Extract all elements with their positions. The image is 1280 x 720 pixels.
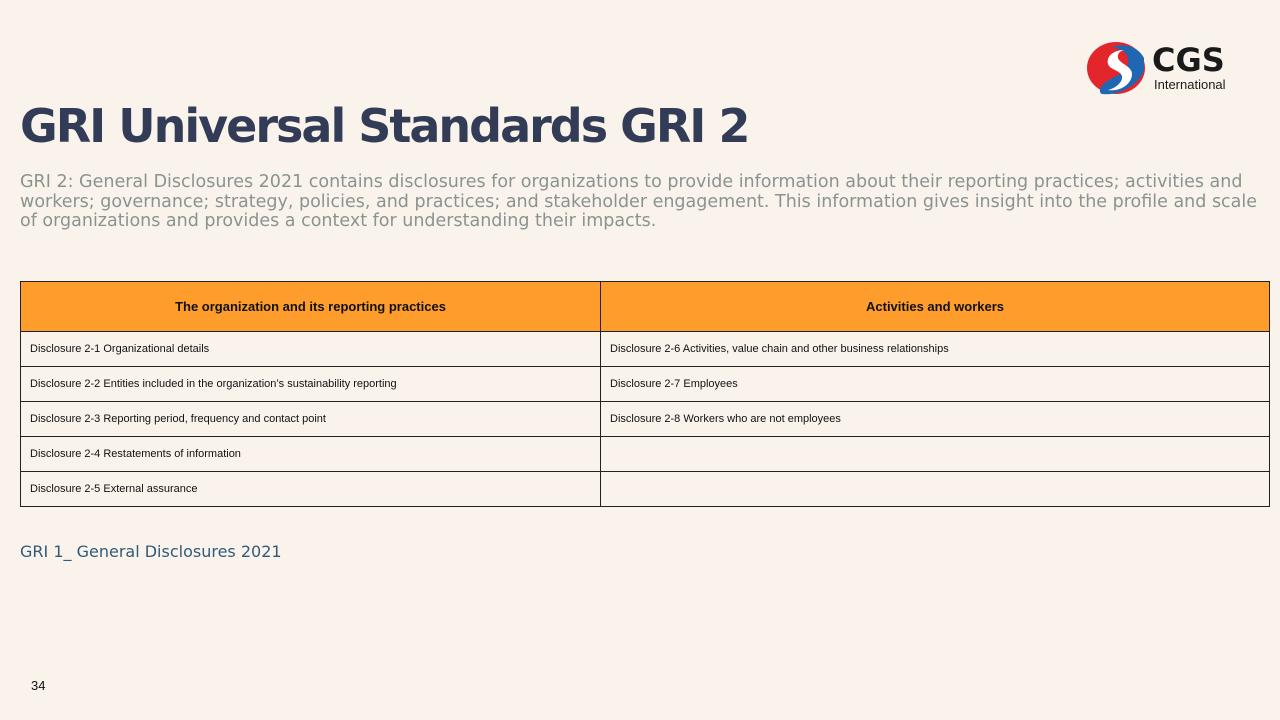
table-row <box>21 367 1270 402</box>
table-cell: Disclosure 2-7 Employees <box>601 367 1270 402</box>
table-cell: Disclosure 2-2 Entities included in the organization’s sustainability reporting <box>21 367 601 402</box>
table-row <box>21 332 1270 367</box>
column-header-reporting-practices: The organization and its reporting practices <box>21 282 601 332</box>
table-cell: Disclosure 2-8 Workers who are not employees <box>601 402 1270 437</box>
table-cell: Disclosure 2-1 Organizational details <box>21 332 601 367</box>
logo-name: CGS <box>1152 41 1225 79</box>
table-cell <box>601 472 1270 507</box>
table-cell: Disclosure 2-5 External assurance <box>21 472 601 507</box>
table-row <box>21 437 1270 472</box>
intro-paragraph: GRI 2: General Disclosures 2021 contains disclosures for organizations to provide information about their reporting practices; activities and workers; governance; strategy, policies, and practices; and stakeholder engagement. This information gives insight into the profile and scale of organizations and provides a context for understanding their impacts. <box>20 172 1258 231</box>
gri1-reference-link[interactable]: GRI 1_ General Disclosures 2021 <box>20 542 282 561</box>
table-header-row <box>21 282 1270 332</box>
page-title: GRI Universal Standards GRI 2 <box>20 99 749 153</box>
logo-subtitle: International <box>1154 77 1226 92</box>
table-cell: Disclosure 2-3 Reporting period, frequency and contact point <box>21 402 601 437</box>
cgs-logo <box>1086 40 1246 98</box>
cgs-swoosh-icon <box>1086 40 1146 96</box>
table-cell: Disclosure 2-4 Restatements of information <box>21 437 601 472</box>
disclosures-table <box>20 281 1270 507</box>
page-number: 34 <box>31 678 46 693</box>
table-cell: Disclosure 2-6 Activities, value chain and other business relationships <box>601 332 1270 367</box>
column-header-activities-workers: Activities and workers <box>601 282 1270 332</box>
table-row <box>21 402 1270 437</box>
table-cell <box>601 437 1270 472</box>
table-row <box>21 472 1270 507</box>
